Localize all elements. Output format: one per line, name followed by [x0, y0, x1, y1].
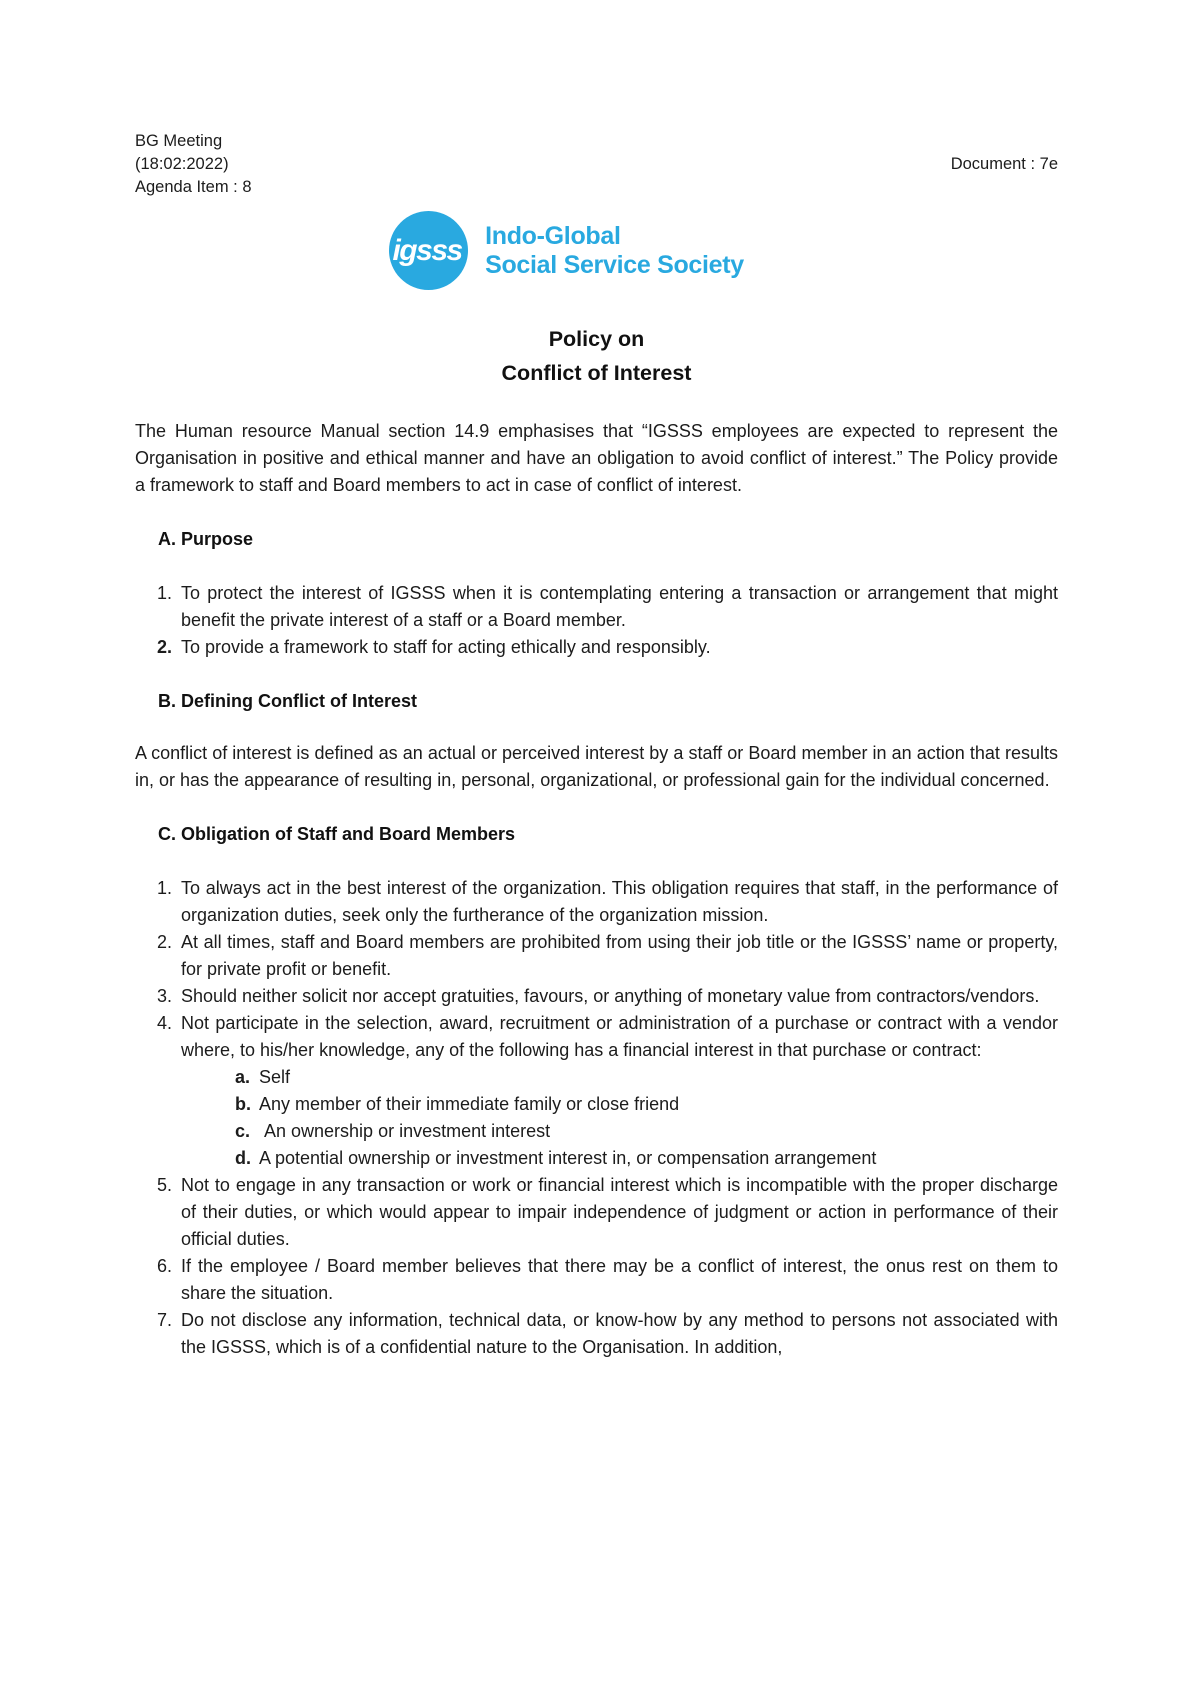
list-item-text: Should neither solicit nor accept gratuities, favours, or anything of monetary value from contractors/vendors. — [181, 986, 1040, 1006]
title-line1: Policy on — [548, 327, 645, 351]
section-b-heading: B. Defining Conflict of Interest — [158, 691, 417, 711]
agenda-item: Agenda Item : 8 — [135, 178, 252, 196]
title-line2: Conflict of Interest — [501, 361, 692, 385]
list-item-number: 1. — [157, 583, 173, 603]
sub-list-item — [135, 1118, 1058, 1145]
sub-list-item — [135, 1064, 1058, 1091]
sub-list-item — [135, 1145, 1058, 1172]
section-c-list — [135, 875, 1058, 1361]
list-item-text: To always act in the best interest of the organization. This obligation requires that staff, in the performance of organization duties, seek only the furtherance of the organization mission. — [181, 878, 1058, 925]
list-item-text: To protect the interest of IGSSS when it is contemplating entering a transaction or arrangement that might benefit the private interest of a staff or a Board member. — [181, 583, 1058, 630]
sub-list-item — [135, 1091, 1058, 1118]
section-a-heading: A. Purpose — [158, 529, 254, 549]
list-item-number: 4. — [157, 1013, 173, 1033]
list-item-text: Not participate in the selection, award, recruitment or administration of a purchase or contract with a vendor where, to his/her knowledge, any of the following has a financial interest in that purchase or contract: — [181, 1013, 1058, 1060]
list-item-text: At all times, staff and Board members are prohibited from using their job title or the IGSSS’ name or property, for private profit or benefit. — [181, 932, 1058, 979]
page-header — [135, 130, 1058, 199]
logo-circle-text: igsss — [392, 233, 462, 267]
list-item — [135, 580, 1058, 634]
list-item — [135, 1307, 1058, 1361]
list-item — [135, 875, 1058, 929]
list-item-text: If the employee / Board member believes that there may be a conflict of interest, the onus rest on them to share the situation. — [181, 1256, 1058, 1303]
meeting-date: (18:02:2022) — [135, 155, 229, 173]
org-name — [485, 222, 744, 280]
sub-item-text: Self — [259, 1067, 291, 1087]
list-item-text: Do not disclose any information, technical data, or know-how by any method to persons not associated with the IGSSS, which is of a confidential nature to the Organisation. In addition, — [181, 1310, 1058, 1357]
org-name-line1: Indo-Global — [485, 221, 621, 250]
sub-item-text: An ownership or investment interest — [259, 1121, 551, 1141]
list-item-number: 6. — [157, 1256, 173, 1276]
section-c-heading: C. Obligation of Staff and Board Members — [158, 824, 516, 844]
org-name-line2: Social Service Society — [485, 250, 744, 279]
list-item-number: 7. — [157, 1310, 173, 1330]
sub-item-text: Any member of their immediate family or close friend — [259, 1094, 680, 1114]
sub-item-letter: b. — [235, 1094, 251, 1114]
list-item — [135, 983, 1058, 1010]
list-item-number: 1. — [157, 878, 173, 898]
list-item-number: 3. — [157, 986, 173, 1006]
meeting-info — [135, 130, 252, 199]
section-b-paragraph: A conflict of interest is defined as an actual or perceived interest by a staff or Board member in an action that results in, or has the appearance of resulting in, personal, organizational, or professional gain for the individual concerned. — [135, 743, 1058, 790]
list-item — [135, 929, 1058, 983]
list-item — [135, 1172, 1058, 1253]
section-a-list — [135, 580, 1058, 661]
sub-item-letter: a. — [235, 1067, 251, 1087]
intro-paragraph: The Human resource Manual section 14.9 emphasises that “IGSSS employees are expected to represent the Organisation in positive and ethical manner and have an obligation to avoid conflict of interest.” The Policy provide a framework to staff and Board members to act in case of conflict of interest. — [135, 421, 1058, 495]
list-item-text: To provide a framework to staff for acting ethically and responsibly. — [181, 637, 711, 657]
list-item-number: 5. — [157, 1175, 173, 1195]
igsss-logo-icon — [389, 211, 468, 290]
org-logo — [105, 211, 1028, 290]
list-item — [135, 1010, 1058, 1064]
list-item — [135, 1253, 1058, 1307]
sub-item-text: A potential ownership or investment interest in, or compensation arrangement — [259, 1148, 877, 1168]
meeting-title: BG Meeting — [135, 132, 223, 150]
sub-item-letter: d. — [235, 1148, 251, 1168]
list-item-text: Not to engage in any transaction or work or financial interest which is incompatible with the proper discharge of their duties, or which would appear to impair independence of judgment or action in performance of their official duties. — [181, 1175, 1058, 1249]
document-ref: Document : 7e — [950, 155, 1058, 173]
list-item-number: 2. — [157, 932, 173, 952]
document-title — [135, 322, 1058, 390]
list-item-number: 2. — [157, 637, 173, 657]
list-item — [135, 634, 1058, 661]
sub-item-letter: c. — [235, 1121, 251, 1141]
